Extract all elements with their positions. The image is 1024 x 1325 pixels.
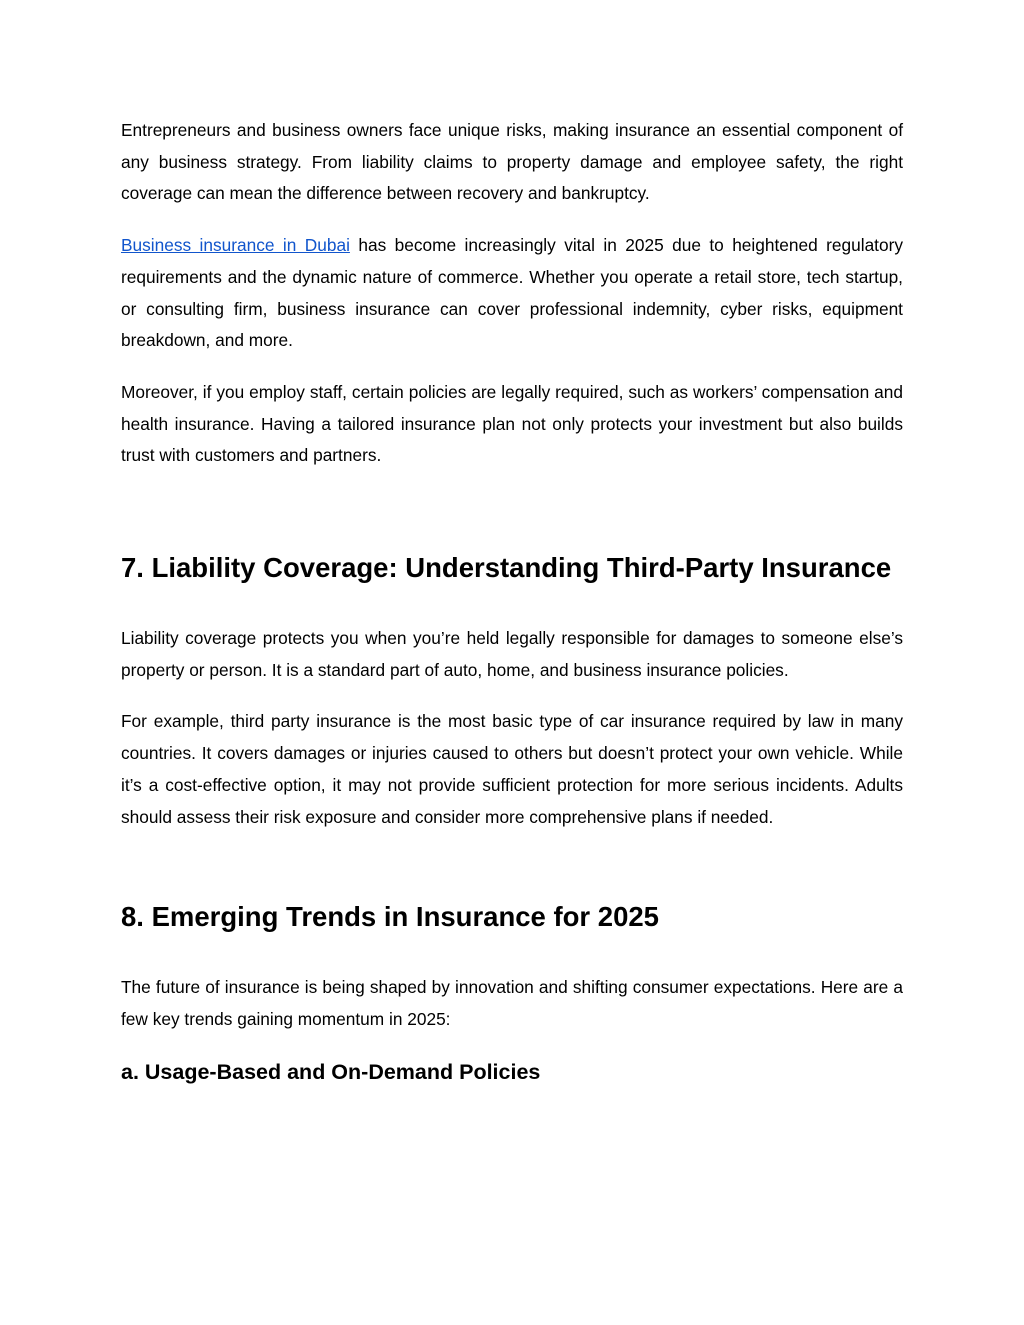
business-insurance-dubai-link[interactable]: Business insurance in Dubai (121, 235, 350, 256)
subsection-a-heading: a. Usage-Based and On-Demand Policies (121, 1059, 541, 1084)
section-8-paragraph-1: The future of insurance is being shaped by innovation and shifting consumer expectations. Here are a few key trends gaining momentum in 2025: (121, 977, 903, 1029)
section-7-paragraph-2: For example, third party insurance is the most basic type of car insurance required by law in many countries. It covers damages or injuries caused to others but doesn’t protect your own vehicle. While it’s a cost-effective option, it may not provide sufficient protection for more serious incidents. Adults should assess their risk exposure and consider more comprehensive plans if needed. (121, 711, 903, 827)
section-7-heading: 7. Liability Coverage: Understanding Third-Party Insurance (121, 552, 892, 584)
intro-paragraph-2 (121, 230, 903, 357)
document-page (121, 115, 903, 1088)
intro-paragraph-3: Moreover, if you employ staff, certain policies are legally required, such as workers’ compensation and health insurance. Having a tailored insurance plan not only protects your investment but also builds trust with customers and partners. (121, 381, 903, 466)
section-7-paragraph-1: Liability coverage protects you when you’re held legally responsible for damages to someone else’s property or person. It is a standard part of auto, home, and business insurance policies. (121, 628, 903, 680)
section-8-heading: 8. Emerging Trends in Insurance for 2025 (121, 901, 659, 933)
intro-paragraph-2-text: has become increasingly vital in 2025 due to heightened regulatory requirements and the dynamic nature of commerce. Whether you operate a retail store, tech startup, or consulting firm, business insurance can cover professional indemnity, cyber risks, equipment breakdown, and more. (121, 235, 903, 351)
intro-paragraph-1: Entrepreneurs and business owners face unique risks, making insurance an essential component of any business strategy. From liability claims to property damage and employee safety, the right coverage can mean the difference between recovery and bankruptcy. (121, 120, 903, 204)
